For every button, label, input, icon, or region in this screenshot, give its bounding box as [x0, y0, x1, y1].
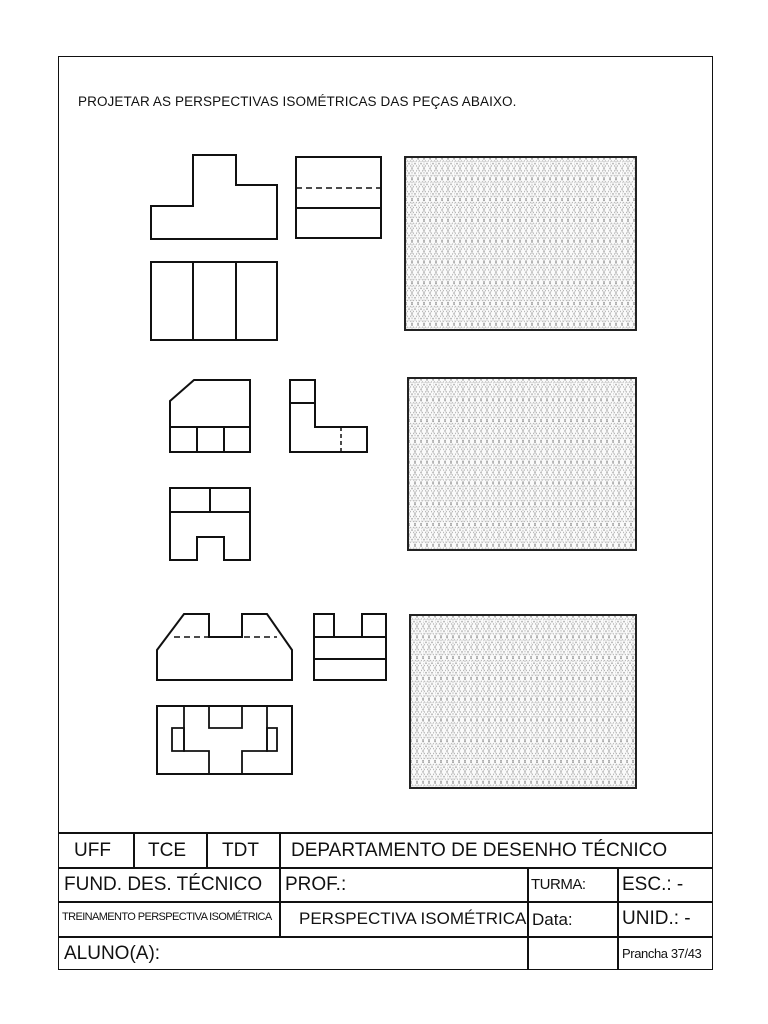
department-code-label: TDT [222, 840, 259, 861]
exercise-3-front-view [157, 614, 292, 680]
unit-label: UNID.: - [622, 908, 691, 929]
exercise-2-side-view [290, 380, 367, 452]
exercise-1-top-view [151, 262, 277, 340]
professor-label: PROF.: [285, 874, 347, 895]
title-block-rule-4 [58, 936, 713, 938]
institution-label: UFF [74, 840, 111, 861]
course-name: FUND. DES. TÉCNICO [64, 874, 263, 895]
isometric-grid-3[interactable] [409, 614, 637, 789]
scale-label: ESC.: - [622, 874, 684, 895]
exercise-1-views [151, 155, 381, 340]
title-block-divider [133, 832, 135, 867]
title-block-divider [279, 867, 281, 936]
title-block-divider [617, 867, 619, 970]
exercise-3-top-view [157, 706, 292, 774]
exercise-1-front-view [151, 155, 277, 239]
isometric-grid-pattern [406, 158, 635, 329]
subject-name: PERSPECTIVA ISOMÉTRICA [299, 909, 527, 928]
student-label: ALUNO(A): [64, 943, 161, 964]
title-block-rule-2 [58, 867, 713, 869]
isometric-grid-pattern [411, 616, 635, 787]
exercise-topic: TREINAMENTO PERSPECTIVA ISOMÉTRICA [62, 911, 272, 923]
exercise-2-front-view [170, 380, 250, 452]
date-label: Data: [532, 910, 573, 929]
isometric-grid-2[interactable] [407, 377, 637, 551]
instruction-text: PROJETAR AS PERSPECTIVAS ISOMÉTRICAS DAS PEÇAS ABAIXO. [78, 94, 517, 109]
exercise-2-views [170, 380, 367, 560]
title-block-rule-3 [58, 901, 713, 903]
title-block-top-rule [58, 832, 713, 834]
exercise-3-side-view [314, 614, 386, 680]
exercise-2-top-view [170, 488, 250, 560]
title-block-divider [527, 867, 529, 970]
title-block-divider [206, 832, 208, 867]
exercise-1-side-view [296, 157, 381, 238]
school-label: TCE [148, 840, 186, 861]
isometric-grid-1[interactable] [404, 156, 637, 331]
sheet-number: Prancha 37/43 [622, 946, 702, 961]
class-label: TURMA: [531, 876, 586, 893]
exercise-3-views [157, 614, 386, 774]
isometric-grid-pattern [409, 379, 635, 549]
department-name: DEPARTAMENTO DE DESENHO TÉCNICO [291, 840, 668, 861]
title-block-divider [279, 832, 281, 867]
